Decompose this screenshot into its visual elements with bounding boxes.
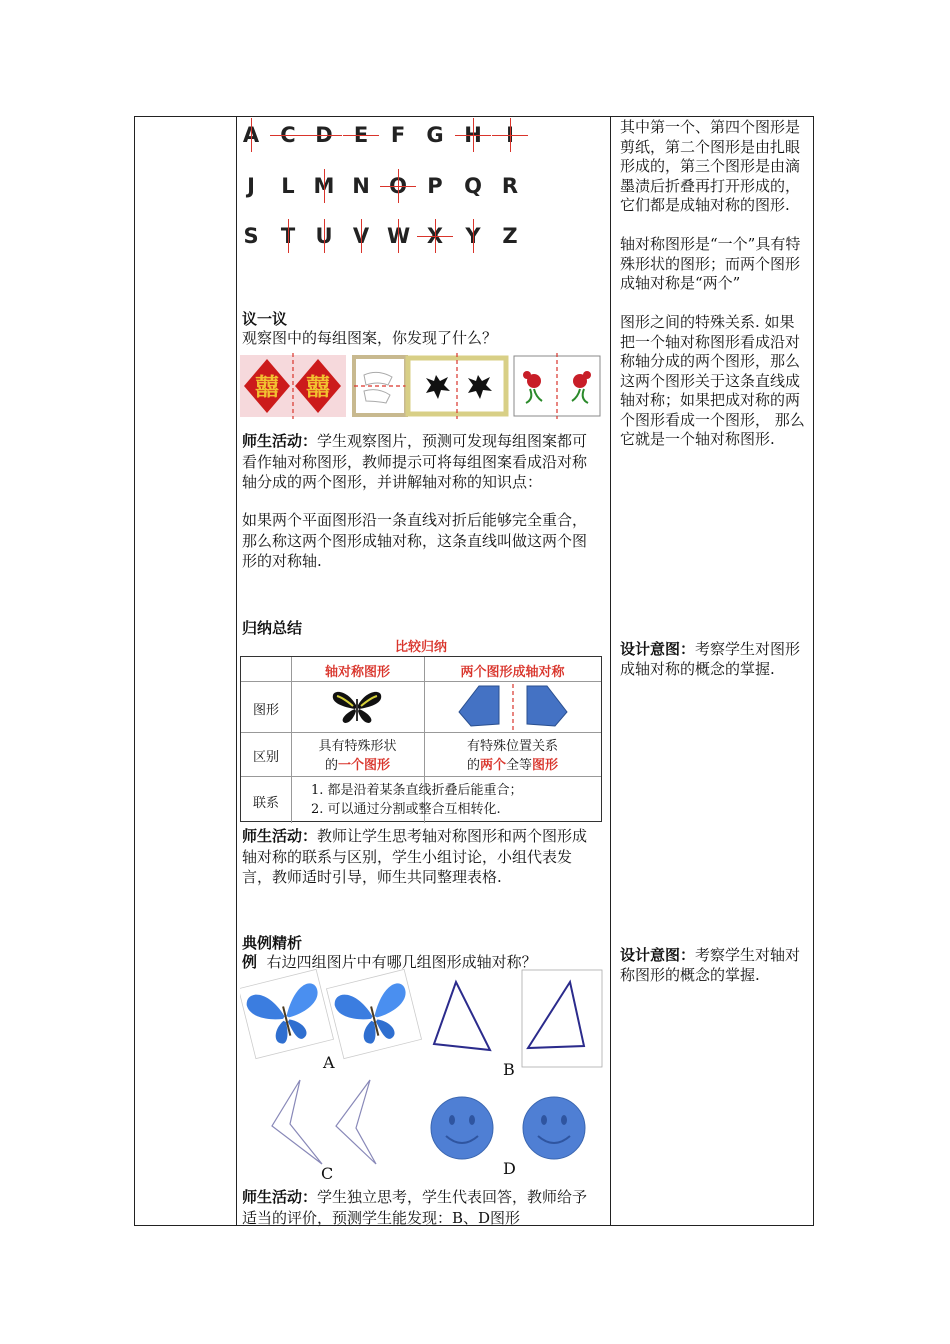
letter-p: P: [427, 174, 443, 198]
letter-c: C: [280, 123, 296, 147]
two-pentagons-figure: [453, 684, 573, 730]
axis-c: [270, 135, 306, 136]
axis-t: [288, 219, 289, 253]
letter-u: U: [315, 224, 333, 248]
example-question-text: 右边四组图片中有哪几组图形成轴对称？: [266, 953, 537, 971]
right-note-one-vs-two: 轴对称图形是“一个”具有特殊形状的图形；而两个图形成轴对称是“两个”: [620, 235, 801, 292]
flower-paper-cut: [514, 353, 600, 419]
butterfly-figure: [329, 687, 385, 727]
connection-item-1: 1. 都是沿着某条直线折叠后能重合；: [311, 783, 523, 798]
col-axis-symmetric-figure: 轴对称图形: [324, 665, 390, 680]
axis-x-horizontal: [417, 236, 453, 237]
letter-y: Y: [465, 224, 481, 248]
design-intent-text: 考察学生对图形成轴对称的概念的掌握.: [620, 640, 801, 678]
difference-line2: 的两个全等图形: [466, 758, 559, 773]
design-intent-1: [620, 640, 808, 679]
axis-e: [343, 135, 379, 136]
axis-o-horizontal: [380, 186, 416, 187]
axis-h-horizontal: [455, 135, 491, 136]
activity-text: 学生观察图片，预测可发现每组图案都可看作轴对称图形，教师提示可将每组图案看成沿对称轴分成的两个图形，并讲解轴对称的知识点：: [242, 432, 588, 491]
discuss-prompt: 观察图中的每组图案，你发现了什么？: [242, 329, 498, 347]
letter-e: E: [353, 123, 369, 147]
summary-activity: [242, 826, 600, 888]
activity-label: 师生活动：: [242, 827, 318, 845]
letter-h: H: [464, 123, 482, 147]
letter-m: M: [313, 174, 335, 198]
xi-char-left: 囍: [255, 373, 279, 401]
letter-l: L: [281, 174, 295, 198]
letter-g: G: [426, 123, 444, 147]
letter-w: W: [387, 224, 411, 248]
xi-char-right: 囍: [306, 373, 330, 401]
axis-a: [251, 118, 252, 152]
ink-blot-image: [408, 353, 506, 419]
difference-line1: 有特殊位置关系: [466, 739, 558, 754]
axis-symmetry-definition: 如果两个平面图形沿一条直线对折后能够完全重合，那么称这两个图形成轴对称，这条直线叫做这两个图形的对称轴.: [242, 511, 588, 570]
letter-a: A: [242, 123, 260, 147]
example-label: 例: [242, 953, 258, 971]
caption-b: B: [503, 1060, 515, 1079]
comparison-title: 比较归纳: [394, 640, 447, 655]
axis-w: [398, 219, 399, 253]
col-two-figures-symmetric: 两个图形成轴对称: [460, 665, 565, 680]
row-figure: 图形: [252, 703, 279, 718]
discuss-activity: [242, 431, 600, 493]
column-divider-2: [610, 116, 611, 1226]
connection-item-2: 2. 可以通过分割或整合互相转化.: [311, 802, 501, 817]
axis-y: [473, 219, 474, 253]
letter-o: O: [389, 174, 407, 198]
example-figures: [240, 968, 606, 1184]
summary-heading: 归纳总结: [242, 619, 303, 637]
axis-m: [324, 169, 325, 203]
example-activity: [242, 1187, 600, 1228]
design-intent-text: 考察学生对轴对称图形的概念的掌握.: [620, 946, 801, 984]
caption-d: D: [503, 1159, 516, 1178]
axis-i-horizontal: [492, 135, 528, 136]
right-note-relation: 图形之间的特殊关系. 如果把一个轴对称图形看成沿对称轴分成的两个图形，那么这两个图形关于这条直线成轴对称；如果把成对称的两个图形看成一个图形， 那么它就是一个轴对称图形.: [620, 313, 805, 448]
letter-r: R: [501, 174, 519, 198]
letter-grid: [240, 118, 600, 268]
pattern-images: [240, 353, 602, 419]
caption-c: C: [321, 1164, 334, 1183]
caption-a: A: [323, 1053, 335, 1072]
row-connection: 联系: [252, 796, 279, 811]
activity-label: 师生活动：: [242, 432, 318, 450]
activity-text: 学生独立思考，学生代表回答，教师给予适当的评价，预测学生能发现：B、D图形: [242, 1188, 588, 1227]
letter-s: S: [243, 224, 259, 248]
axis-u: [324, 219, 325, 253]
right-note-papercut: 其中第一个、第四个图形是剪纸，第二个图形是由扎眼形成的，第三个图形是由滴墨渍后折叠再打开形成的，它们都是成轴对称的图形.: [620, 118, 801, 214]
discuss-heading: 议一议: [242, 310, 288, 328]
difference-two-figures: [424, 737, 601, 775]
letter-v: V: [352, 224, 370, 248]
difference-line1: 具有特殊形状: [318, 739, 397, 754]
connection-text: [311, 781, 601, 819]
comparison-table: [240, 656, 602, 822]
letter-i: I: [506, 123, 514, 147]
design-intent-label: 设计意图：: [620, 640, 696, 658]
letter-f: F: [390, 123, 406, 147]
activity-label: 师生活动：: [242, 1188, 318, 1206]
letter-z: Z: [502, 224, 518, 248]
option-c-chevrons: [272, 1080, 376, 1164]
example-heading: 典例精析: [242, 934, 303, 952]
axis-v: [361, 219, 362, 253]
activity-text: 教师让学生思考轴对称图形和两个图形成轴对称的联系与区别，学生小组讨论，小组代表发言，教师适时引导，师生共同整理表格.: [242, 827, 588, 886]
option-b-triangles: [434, 970, 602, 1067]
option-a-butterflies: [240, 969, 422, 1058]
axis-d: [306, 135, 342, 136]
difference-line2: 的一个图形: [324, 758, 391, 773]
column-divider-1: [236, 116, 237, 1226]
letter-t: T: [280, 224, 296, 248]
row-difference: 区别: [252, 750, 279, 765]
difference-axis-symmetric: [291, 737, 424, 775]
letter-q: Q: [464, 174, 482, 198]
design-intent-label: 设计意图：: [620, 946, 696, 964]
letter-n: N: [352, 174, 370, 198]
design-intent-2: [620, 946, 808, 985]
option-d-smileys: [431, 1097, 585, 1159]
letter-d: D: [315, 123, 333, 147]
letter-x: X: [426, 224, 444, 248]
xi-paper-cut: [240, 353, 346, 419]
letter-j: J: [247, 174, 255, 198]
